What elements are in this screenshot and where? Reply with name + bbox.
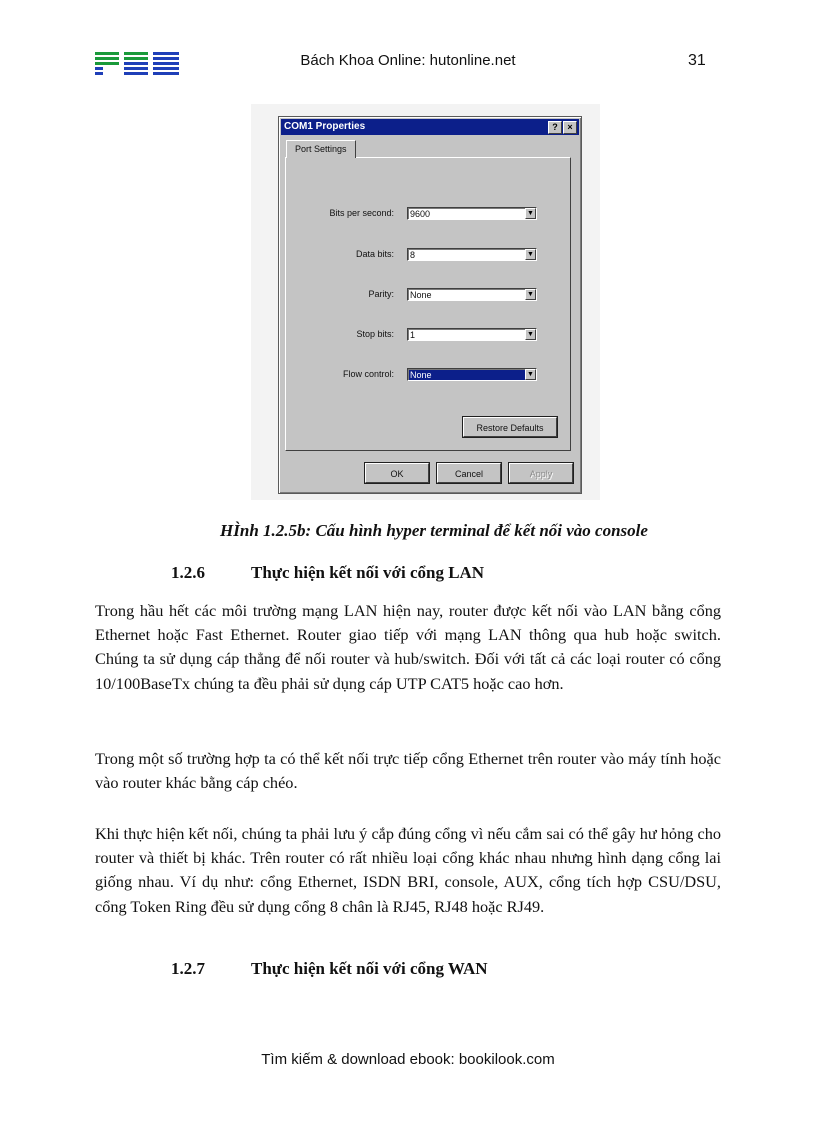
com1-properties-dialog	[278, 116, 582, 494]
parity-select[interactable]	[407, 288, 537, 301]
close-button[interactable]: ×	[563, 121, 577, 134]
stop-bits-label: Stop bits:	[356, 329, 394, 339]
dialog-title: COM1 Properties	[284, 121, 366, 132]
header-title: Bách Khoa Online: hutonline.net	[300, 52, 516, 69]
apply-button[interactable]: Apply	[509, 463, 573, 483]
page-footer: Tìm kiếm & download ebook: bookilook.com	[261, 1051, 555, 1068]
flow-control-label: Flow control:	[342, 369, 394, 379]
chevron-down-icon[interactable]: ▼	[525, 289, 536, 300]
tab-port-settings[interactable]: Port Settings	[286, 140, 356, 158]
figure-caption: HÌnh 1.2.5b: Cấu hình hyper terminal để kết nối vào console	[220, 521, 648, 540]
restore-defaults-button[interactable]: Restore Defaults	[463, 417, 557, 437]
section-title: Thực hiện kết nối với cổng WAN	[251, 959, 488, 978]
bits-per-second-select[interactable]	[407, 207, 537, 220]
port-settings-panel	[285, 157, 571, 451]
flow-control-value: None	[410, 370, 432, 380]
help-button[interactable]: ?	[548, 121, 562, 134]
paragraph: Trong hầu hết các môi trường mạng LAN hiện nay, router được kết nối vào LAN bằng cổng Ethernet hoặc Fast Ethernet. Router giao tiếp với mạng LAN thông qua hub hoặc switch. Chúng ta sử dụng cáp thẳng để nối router và hub/switch. Đối với tất cả các loại router có cổng 10/100BaseTx chúng ta đều phải sử dụng cáp UTP CAT5 hoặc cao hơn.	[95, 601, 721, 693]
data-bits-select[interactable]	[407, 248, 537, 261]
parity-label: Parity:	[368, 289, 394, 299]
bits-per-second-value: 9600	[410, 209, 431, 219]
data-bits-label: Data bits:	[355, 249, 394, 259]
data-bits-value: 8	[410, 250, 416, 260]
bits-per-second-label: Bits per second:	[329, 208, 394, 218]
stop-bits-value: 1	[410, 330, 416, 340]
chevron-down-icon[interactable]: ▼	[525, 329, 536, 340]
parity-value: None	[410, 290, 432, 300]
flow-control-select[interactable]	[407, 368, 537, 381]
section-title: Thực hiện kết nối với cổng LAN	[251, 563, 485, 582]
page-number: 31	[688, 52, 706, 69]
ok-button[interactable]: OK	[365, 463, 429, 483]
cancel-button[interactable]: Cancel	[437, 463, 501, 483]
section-heading-lan	[171, 563, 484, 583]
section-number: 1.2.7	[171, 959, 205, 978]
dialog-titlebar[interactable]	[281, 119, 579, 135]
section-number: 1.2.6	[171, 563, 205, 582]
chevron-down-icon[interactable]: ▼	[525, 208, 536, 219]
paragraph: Khi thực hiện kết nối, chúng ta phải lưu ý cắp đúng cổng vì nếu cắm sai có thể gây hư hỏng cho router và thiết bị khác. Trên router có rất nhiều loại cổng khác nhau nhưng hình dạng cổng lai giống nhau. Ví dụ như: cổng Ethernet, ISDN BRI, console, AUX, cổng tích hợp CSU/DSU, cổng Token Ring đều sử dụng cổng 8 chân là RJ45, RJ48 hoặc RJ49.	[95, 824, 721, 916]
stop-bits-select[interactable]	[407, 328, 537, 341]
section-heading-wan	[171, 959, 488, 979]
chevron-down-icon[interactable]: ▼	[525, 249, 536, 260]
paragraph: Trong một số trường hợp ta có thể kết nối trực tiếp cổng Ethernet trên router vào máy tính hoặc vào router khác bằng cáp chéo.	[95, 749, 721, 793]
chevron-down-icon[interactable]: ▼	[525, 369, 536, 380]
